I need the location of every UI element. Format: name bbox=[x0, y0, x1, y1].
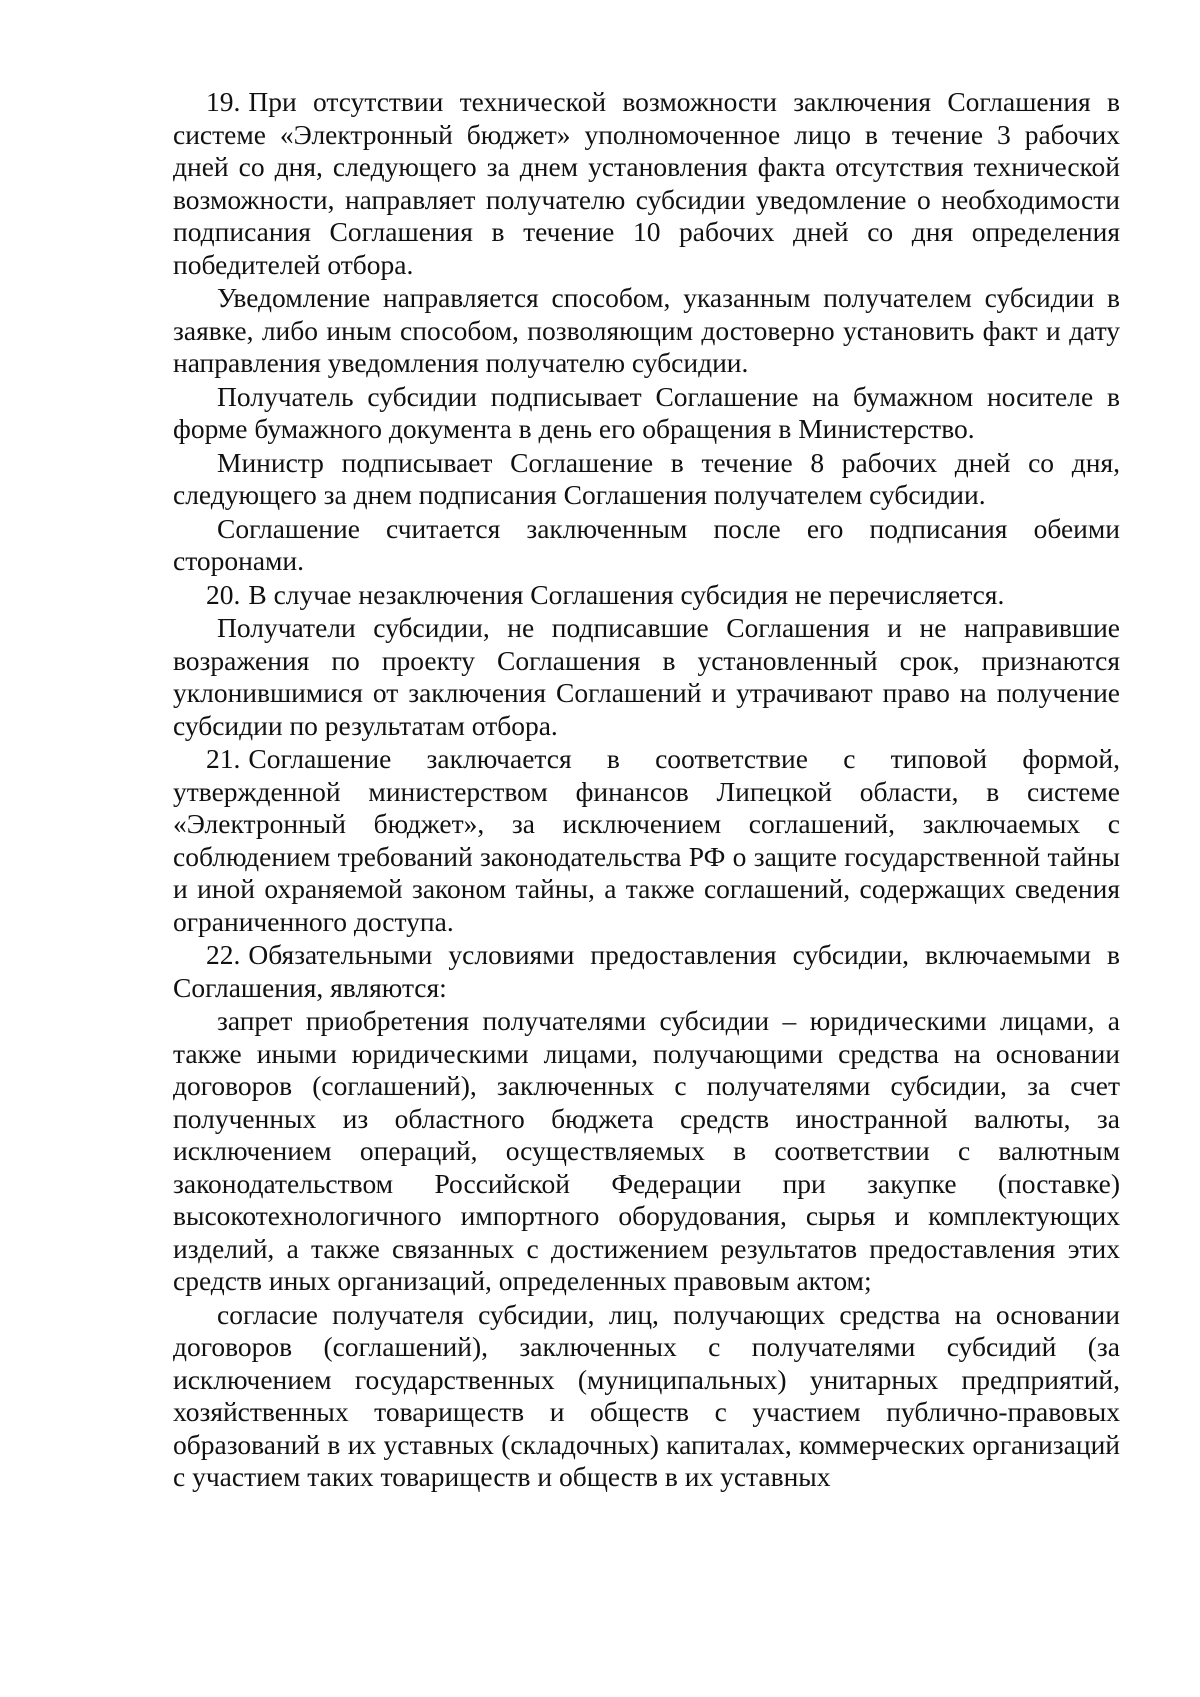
paragraph-recipients-evaded bbox=[173, 612, 1120, 742]
paragraph-number: 22. bbox=[206, 939, 241, 970]
paragraph-recipient-consent bbox=[173, 1299, 1120, 1494]
document-page bbox=[173, 86, 1120, 1494]
paragraph-text: Обязательными условиями предоставления субсидии, включаемыми в Соглашения, являются: bbox=[173, 939, 1120, 1003]
paragraph-text: При отсутствии технической возможности заключения Соглашения в системе «Электронный бюджет» уполномоченное лицо в течение 3 рабочих дней со дня, следующего за днем установления факта отсутствия технической возможности, направляет получателю субсидии уведомление о необходимости подписания Соглашения в течение 10 рабочих дней со дня определения победителей отбора. bbox=[173, 86, 1120, 280]
paragraph-text: Соглашение заключается в соответствие с типовой формой, утвержденной министерством финансов Липецкой области, в системе «Электронный бюджет», за исключением соглашений, заключаемых с соблюдением требований законодательства РФ о защите государственной тайны и иной охраняемой законом тайны, а также соглашений, содержащих сведения ограниченного доступа. bbox=[173, 743, 1120, 937]
paragraph-recipient-signs bbox=[173, 381, 1120, 446]
paragraph-text: Получатели субсидии, не подписавшие Соглашения и не направившие возражения по проекту Соглашения в установленный срок, признаются уклонившимися от заключения Соглашений и утрачивают право на получение субсидии по результатам отбора. bbox=[173, 612, 1120, 741]
paragraph-text: Уведомление направляется способом, указанным получателем субсидии в заявке, либо иным способом, позволяющим достоверно установить факт и дату направления уведомления получателю субсидии. bbox=[173, 282, 1120, 378]
paragraph-text: В случае незаключения Соглашения субсидия не перечисляется. bbox=[248, 578, 1005, 610]
paragraph-22 bbox=[173, 939, 1120, 1004]
paragraph-21 bbox=[173, 743, 1120, 938]
paragraph-agreement-concluded bbox=[173, 513, 1120, 578]
paragraph-minister-signs bbox=[173, 447, 1120, 512]
paragraph-number: 19. bbox=[206, 86, 241, 117]
paragraph-20 bbox=[173, 579, 1120, 612]
paragraph-number: 20. bbox=[206, 578, 241, 610]
paragraph-text: Получатель субсидии подписывает Соглашение на бумажном носителе в форме бумажного документа в день его обращения в Министерство. bbox=[173, 380, 1120, 444]
paragraph-text: Министр подписывает Соглашение в течение 8 рабочих дней со дня, следующего за днем подписания Соглашения получателем субсидии. bbox=[173, 446, 1120, 510]
paragraph-text: запрет приобретения получателями субсидии – юридическими лицами, а также иными юридическими лицами, получающими средства на основании договоров (соглашений), заключенных с получателями субсидии, за счет полученных из областного бюджета средств иностранной валюты, за исключением операций, осуществляемых в соответствии с валютным законодательством Российской Федерации при закупке (поставке) высокотехнологичного импортного оборудования, сырья и комплектующих изделий, а также связанных с достижением результатов предоставления этих средств иных организаций, определенных правовым актом; bbox=[173, 1005, 1120, 1296]
paragraph-number: 21. bbox=[206, 743, 241, 774]
paragraph-text: согласие получателя субсидии, лиц, получающих средства на основании договоров (соглашений), заключенных с получателями субсидий (за исключением государственных (муниципальных) унитарных предприятий, хозяйственных товариществ и обществ с участием публично-правовых образований в их уставных (складочных) капиталах, коммерческих организаций с участием таких товариществ и обществ в их уставных bbox=[173, 1298, 1120, 1492]
paragraph-19 bbox=[173, 86, 1120, 281]
paragraph-currency-ban bbox=[173, 1005, 1120, 1298]
paragraph-text: Соглашение считается заключенным после его подписания обеими сторонами. bbox=[173, 512, 1120, 576]
paragraph-notification-method bbox=[173, 282, 1120, 380]
